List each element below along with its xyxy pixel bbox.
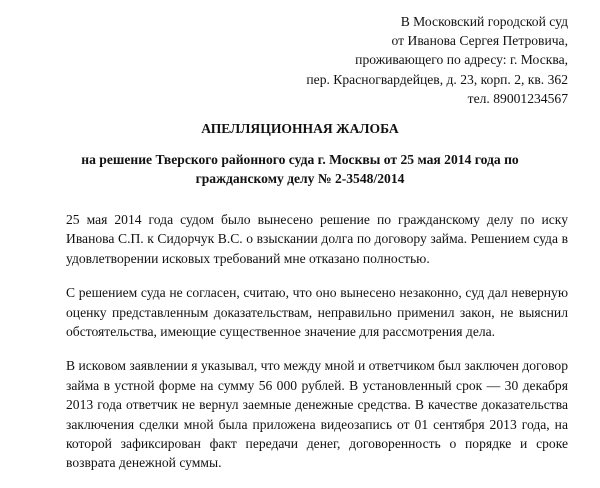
addressee-phone: тел. 89001234567 (467, 90, 568, 106)
addressee-court: В Московский городской суд (400, 14, 568, 29)
document-body (66, 210, 568, 488)
addressee-applicant: от Иванова Сергея Петровича, (391, 33, 568, 49)
paragraph-disagreement: С решением суда не согласен, считаю, что оно вынесено незаконно, суд дал неверную оценку представленным доказательствам, неправильно применил закон, не выяснил обстоятельства, имеющие существенное значение для рассмотрения дела. (66, 285, 568, 340)
addressee-block (306, 12, 568, 108)
addressee-residence: проживающего по адресу: г. Москва, (355, 52, 568, 68)
paragraph-decision: 25 мая 2014 года судом было вынесено решение по гражданскому делу по иску Иванова С.П. к Сидорчук В.С. о взыскании долга по договору займа. Решением суда в удовлетворении исковых требований мне отказано полностью. (66, 212, 568, 266)
document-title: АПЕЛЛЯЦИОННАЯ ЖАЛОБА (201, 121, 399, 136)
addressee-address: пер. Красногвардейцев, д. 23, корп. 2, кв. 362 (306, 71, 568, 87)
paragraph-claim-details: В исковом заявлении я указывал, что между мной и ответчиком был заключен договор займа в устной форме на сумму 56 000 рублей. В установленный срок — 30 декабря 2013 года ответчик не вернул заемные денежные средства. В качестве доказательства заключения сделки мной была приложена видеозапись от 01 сентября 2013 года, на которой зафиксирован факт передачи денег, договоренность о порядке и сроке возврата денежной суммы. (66, 358, 568, 471)
document-subtitle: на решение Тверского районного суда г. Москвы от 25 мая 2014 года по гражданскому делу № 2-3548/2014 (81, 152, 519, 186)
